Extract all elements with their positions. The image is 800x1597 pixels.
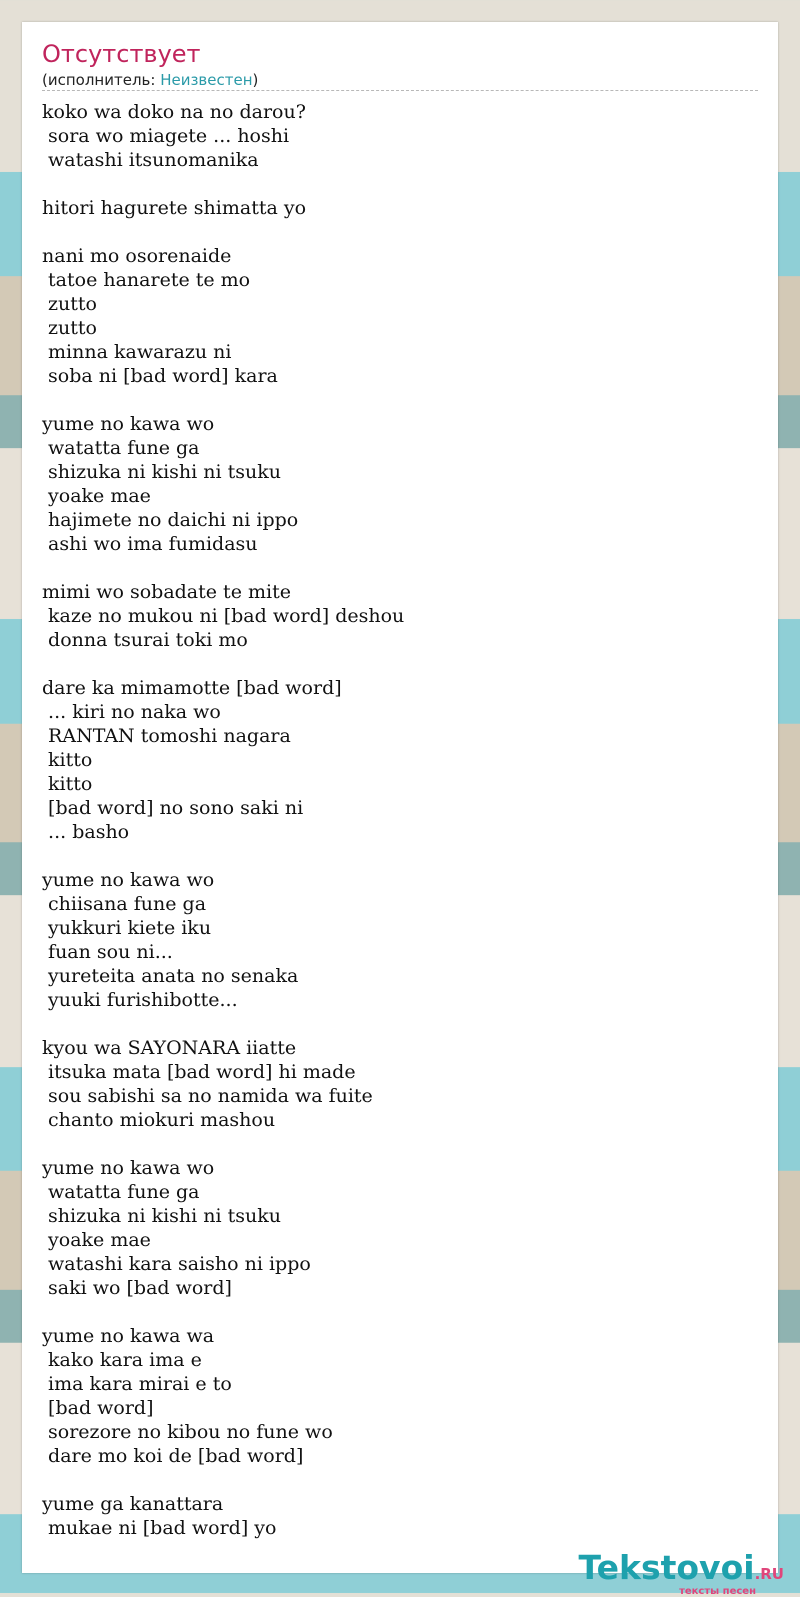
artist-link[interactable]: Неизвестен <box>160 71 253 89</box>
artist-prefix: (исполнитель: <box>42 71 161 89</box>
song-title: Отсутствует <box>42 40 201 68</box>
lyrics-text: koko wa doko na no darou? sora wo miagete ... hoshi watashi itsunomanika hitori hagurete shimatta yo nani mo osorenaide tatoe hanarete te mo zutto zutto minna kawarazu ni soba ni [bad word] kara yume no kawa wo watatta fune ga shizuka ni kishi ni tsuku yoake mae hajimete no daichi ni ippo ashi wo ima fumidasu mimi wo sobadate te mite kaze no mukou ni [bad word] deshou donna tsurai toki mo dare ka mimamotte [bad word] ... kiri no naka wo RANTAN tomoshi nagara kitto kitto [bad word] no sono saki ni ... basho yume no kawa wo chiisana fune ga yukkuri kiete iku fuan sou ni... yureteita anata no senaka yuuki furishibotte... kyou wa SAYONARA iiatte itsuka mata [bad word] hi made sou sabishi sa no namida wa fuite chanto miokuri mashou yume no kawa wo watatta fune ga shizuka ni kishi ni tsuku yoake mae watashi kara saisho ni ippo saki wo [bad word] yume no kawa wa kako kara ima e ima kara mirai e to [bad word] sorezore no kibou no fune wo dare mo koi de [bad word] yume ga kanattara mukae ni [bad word] yo <box>42 101 405 1539</box>
logo-tld: .RU <box>754 1565 784 1583</box>
logo-tagline: тексты песен <box>679 1586 756 1597</box>
title-divider <box>42 90 758 91</box>
logo-wordmark: Tekstovoi <box>578 1548 755 1587</box>
site-logo[interactable] <box>578 1548 784 1597</box>
artist-suffix: ) <box>252 71 259 89</box>
lyrics-card <box>22 22 778 1573</box>
artist-line <box>42 71 258 89</box>
